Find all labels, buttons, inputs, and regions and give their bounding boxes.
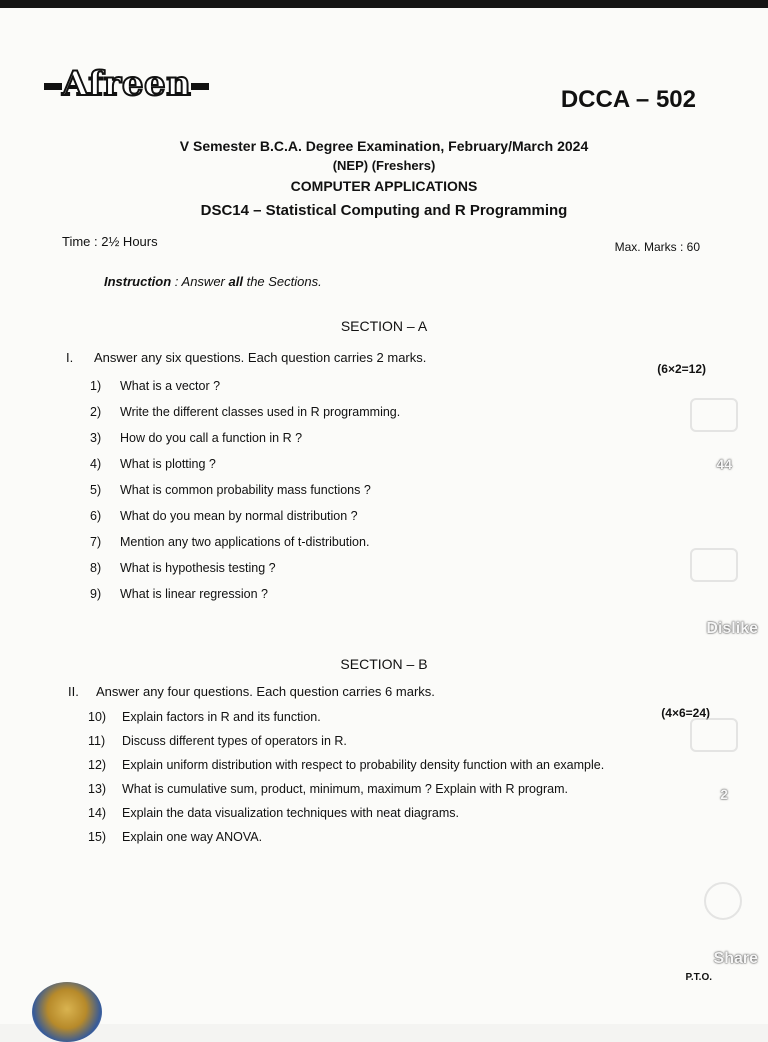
pto-note: P.T.O. (685, 972, 712, 983)
question-text: Explain uniform distribution with respect to probability density function with an example. (122, 758, 605, 772)
question-item (88, 806, 688, 820)
section-b-heading (68, 684, 435, 699)
question-number: 1) (90, 379, 102, 393)
watermark-bar-left (44, 83, 62, 90)
instruction-emphasis: all (228, 274, 243, 289)
question-item (90, 456, 400, 482)
question-item (90, 534, 400, 560)
dislike-icon[interactable] (690, 548, 738, 582)
question-text: Explain one way ANOVA. (122, 830, 263, 844)
instruction (104, 274, 322, 289)
question-item (90, 586, 400, 612)
exam-course: DSC14 – Statistical Computing and R Programming (200, 202, 568, 219)
question-number: 3) (90, 431, 102, 445)
section-a-roman: I. (66, 350, 74, 365)
question-item (90, 508, 400, 534)
top-dark-strip (0, 0, 768, 8)
question-number: 15) (88, 830, 107, 844)
section-a-title: SECTION – A (340, 318, 428, 334)
like-icon[interactable] (690, 398, 738, 432)
question-text: What is linear regression ? (120, 587, 268, 601)
section-a-instruction: Answer any six questions. Each question carries 2 marks. (94, 350, 427, 365)
paper-code: DCCA – 502 (560, 86, 696, 113)
question-text: What is a vector ? (120, 379, 221, 393)
instruction-text-before: : Answer (171, 274, 229, 289)
question-item (90, 482, 400, 508)
question-item (88, 782, 688, 796)
watermark-text: Afreen (62, 64, 192, 104)
question-number: 7) (90, 535, 102, 549)
section-b-instruction: Answer any four questions. Each question carries 6 marks. (96, 684, 435, 699)
question-item (88, 758, 688, 772)
question-text: What is plotting ? (120, 457, 216, 471)
exam-time: Time : 2½ Hours (62, 234, 158, 249)
question-text: What do you mean by normal distribution ? (120, 509, 358, 523)
section-a-marks: (6×2=12) (657, 362, 706, 376)
question-item (90, 378, 400, 404)
share-icon[interactable] (704, 882, 742, 920)
question-number: 6) (90, 509, 102, 523)
dislike-button[interactable]: Dislike (706, 620, 758, 637)
question-number: 5) (90, 483, 102, 497)
exam-scheme: (NEP) (Freshers) (332, 158, 436, 173)
section-b-marks: (4×6=24) (661, 706, 710, 720)
question-item (90, 404, 400, 430)
question-item (88, 734, 688, 748)
comment-count: 2 (720, 786, 728, 802)
question-text: What is hypothesis testing ? (120, 561, 276, 575)
question-number: 11) (88, 734, 106, 748)
question-number: 13) (88, 782, 107, 796)
like-count: 44 (716, 456, 732, 472)
instruction-text-after: the Sections. (242, 274, 322, 289)
author-watermark (44, 64, 209, 104)
question-text: Explain the data visualization techniques with neat diagrams. (122, 806, 460, 820)
question-number: 2) (90, 405, 102, 419)
question-text: Write the different classes used in R programming. (120, 405, 401, 419)
question-text: Discuss different types of operators in R. (122, 734, 347, 748)
question-text: What is cumulative sum, product, minimum, maximum ? Explain with R program. (122, 782, 568, 796)
question-number: 12) (88, 758, 107, 772)
instruction-label: Instruction (104, 274, 172, 289)
question-number: 8) (90, 561, 102, 575)
section-b-roman: II. (68, 684, 79, 699)
question-text: Explain factors in R and its function. (122, 710, 321, 724)
exam-title: V Semester B.C.A. Degree Examination, February/March 2024 (179, 138, 589, 154)
channel-logo-icon[interactable] (32, 982, 102, 1042)
question-item (88, 830, 688, 844)
section-b-title: SECTION – B (340, 656, 428, 672)
watermark-bar-right (191, 83, 209, 90)
max-marks: Max. Marks : 60 (614, 240, 700, 254)
question-text: Mention any two applications of t-distribution. (120, 535, 370, 549)
share-button[interactable]: Share (713, 950, 758, 967)
question-item (88, 710, 688, 724)
question-item (90, 430, 400, 456)
section-a-heading (66, 350, 426, 365)
question-text: What is common probability mass functions ? (120, 483, 371, 497)
section-a-questions (90, 378, 400, 612)
section-b-questions (88, 710, 688, 854)
question-number: 10) (88, 710, 107, 724)
question-number: 14) (88, 806, 107, 820)
question-text: How do you call a function in R ? (120, 431, 303, 445)
comment-icon[interactable] (690, 718, 738, 752)
question-number: 9) (90, 587, 102, 601)
question-number: 4) (90, 457, 102, 471)
exam-subject: COMPUTER APPLICATIONS (290, 178, 478, 194)
question-item (90, 560, 400, 586)
